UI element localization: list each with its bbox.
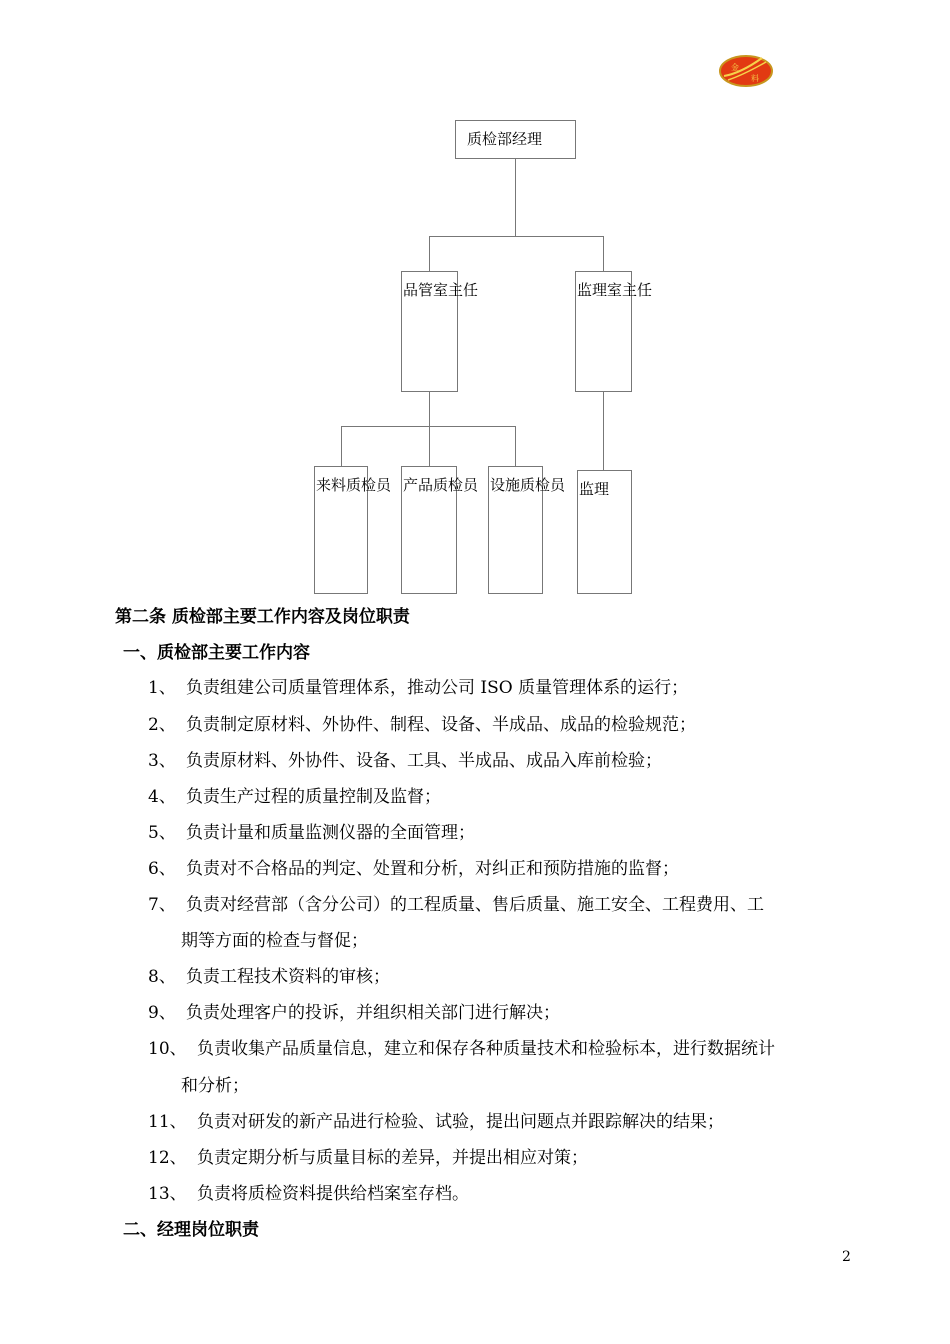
- item-number: 11、: [148, 1112, 187, 1132]
- item-number: 7、: [148, 895, 176, 915]
- org-box-leaf-2: [401, 466, 479, 594]
- item-number: 12、: [148, 1148, 187, 1168]
- org-box-leaf-1: [314, 466, 392, 594]
- org-label: 来料质检员: [316, 476, 392, 494]
- item-text: 负责定期分析与质量目标的差异，并提出相应对策；: [197, 1148, 588, 1168]
- item-text: 负责对研发的新产品进行检验、试验，提出问题点并跟踪解决的结果；: [197, 1112, 724, 1132]
- item-text: 负责计量和质量监测仪器的全面管理；: [186, 823, 475, 843]
- org-label: 监理室主任: [577, 281, 653, 299]
- item-text: 负责组建公司质量管理体系，推动公司 ISO 质量管理体系的运行；: [186, 678, 689, 698]
- logo-char-2: 料: [751, 74, 759, 83]
- section-heading-2: 二、经理岗位职责: [123, 1220, 259, 1240]
- item-continuation: 期等方面的检查与督促；: [181, 931, 368, 951]
- logo-char-1: 金: [731, 63, 739, 72]
- item-text: 负责对经营部（含分公司）的工程质量、售后质量、施工安全、工程费用、工: [186, 895, 764, 915]
- item-number: 6、: [148, 859, 176, 879]
- article-title: 第二条 质检部主要工作内容及岗位职责: [115, 607, 410, 627]
- logo-emblem-icon: [718, 54, 774, 88]
- item-number: 10、: [148, 1039, 187, 1059]
- page-number: 2: [842, 1249, 851, 1265]
- org-label: 监理: [579, 480, 610, 498]
- connector: [603, 236, 604, 272]
- connector: [429, 236, 604, 237]
- connector: [429, 391, 430, 426]
- connector: [429, 426, 430, 468]
- item-number: 9、: [148, 1003, 176, 1023]
- connector: [515, 426, 516, 468]
- item-text: 负责生产过程的质量控制及监督；: [186, 787, 441, 807]
- connector: [429, 236, 430, 272]
- section-heading-1: 一、质检部主要工作内容: [123, 643, 310, 663]
- item-number: 1、: [148, 678, 176, 698]
- item-text: 负责对不合格品的判定、处置和分析，对纠正和预防措施的监督；: [186, 859, 679, 879]
- org-box-mid-right: [575, 271, 653, 392]
- connector: [515, 158, 516, 236]
- org-box-leaf-4: [577, 470, 632, 594]
- item-text: 负责工程技术资料的审核；: [186, 967, 390, 987]
- company-logo: [718, 54, 774, 88]
- org-label: 产品质检员: [403, 476, 479, 494]
- item-text: 负责处理客户的投诉，并组织相关部门进行解决；: [186, 1003, 560, 1023]
- org-label: 品管室主任: [403, 281, 479, 299]
- org-box-leaf-3: [488, 466, 566, 594]
- org-label: 质检部经理: [467, 130, 543, 148]
- item-number: 13、: [148, 1184, 187, 1204]
- item-number: 5、: [148, 823, 176, 843]
- item-continuation: 和分析；: [181, 1076, 249, 1096]
- org-label: 设施质检员: [490, 476, 566, 494]
- item-text: 负责将质检资料提供给档案室存档。: [197, 1184, 469, 1204]
- item-number: 8、: [148, 967, 176, 987]
- item-text: 负责收集产品质量信息，建立和保存各种质量技术和检验标本，进行数据统计: [197, 1039, 775, 1059]
- item-number: 3、: [148, 751, 176, 771]
- item-number: 2、: [148, 715, 176, 735]
- org-box-mid-left: [401, 271, 479, 392]
- connector: [603, 391, 604, 471]
- item-text: 负责原材料、外协件、设备、工具、半成品、成品入库前检验；: [186, 751, 662, 771]
- item-text: 负责制定原材料、外协件、制程、设备、半成品、成品的检验规范；: [186, 715, 696, 735]
- org-box-top: [455, 120, 576, 159]
- item-number: 4、: [148, 787, 176, 807]
- connector: [341, 426, 342, 468]
